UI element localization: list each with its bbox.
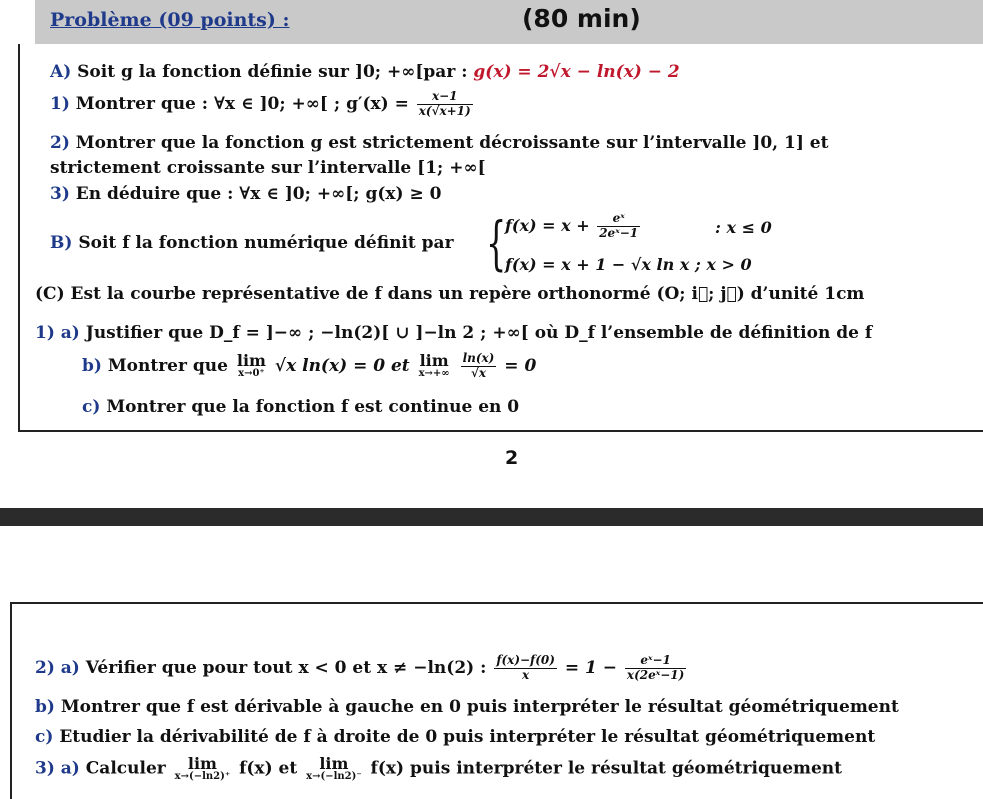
b-q2a-fraction-2 (625, 654, 686, 683)
b-q3a-end: f(x) puis interpréter le résultat géométriquement (370, 758, 843, 779)
problem-title: Problème (09 points) : (50, 9, 290, 31)
q3-number: 3) (50, 184, 70, 204)
b-q3a-limit-1 (175, 756, 231, 782)
part-b-label: B) (50, 233, 73, 253)
b-q3a-mid: f(x) et (239, 758, 298, 779)
piece-1-condition: : x ≤ 0 (715, 218, 772, 237)
part-a-intro-text: Soit g la fonction définie sur ]0; +∞[par : (77, 62, 468, 82)
piece-1-numerator: eˣ (597, 212, 640, 227)
b-q2c (35, 727, 875, 747)
b-q1b-lim2-bot: x→+∞ (418, 368, 450, 380)
b-q1c-text: Montrer que la fonction f est continue en 0 (106, 397, 520, 417)
piece-2: f(x) = x + 1 − √x ln x ; x > 0 (505, 255, 752, 274)
part-a-q2-line2: strictement croissante sur l’intervalle [1; +∞[ (50, 158, 486, 178)
g-definition: g(x) = 2√x − ln(x) − 2 (473, 62, 680, 82)
page-number: 2 (505, 447, 519, 469)
b-q2a-frac1-num: f(x)−f(0) (496, 653, 555, 667)
b-q1c (82, 397, 519, 417)
b-q1b-text: Montrer que (107, 355, 228, 376)
b-q2-number: 2) (35, 657, 55, 678)
page-separator (0, 508, 983, 526)
b-q2a-frac2-den: x(2eˣ−1) (626, 667, 685, 682)
b-q2c-label: c) (35, 727, 54, 747)
b-q1b-limit-1 (237, 353, 266, 379)
part-a-intro (50, 62, 680, 82)
b-q1-number: 1) (35, 323, 55, 343)
piece-1-denominator: 2eˣ−1 (599, 225, 639, 240)
q3-text: En déduire que : ∀x ∈ ]0; +∞[; g(x) ≥ 0 (75, 184, 442, 204)
b-q2a (35, 654, 688, 683)
part-a-q1 (50, 90, 475, 119)
part-a-q2-line1 (50, 133, 828, 153)
b-q3a-label: a) (60, 758, 80, 779)
q2-text-line1: Montrer que la fonction g est strictement décroissante sur l’intervalle ]0, 1] et (75, 133, 829, 153)
b-q1a-label: a) (60, 323, 80, 343)
b-q2a-fraction-1 (494, 654, 557, 683)
b-q1b (82, 352, 536, 381)
b-q1b-lim2-top: lim (419, 351, 449, 371)
b-q2b-label: b) (35, 697, 55, 717)
b-q3a-limit-2 (306, 756, 362, 782)
b-q3a-lim2-top: lim (319, 754, 349, 773)
q2-number: 2) (50, 133, 70, 153)
b-q1b-end: = 0 (504, 355, 537, 376)
b-q1b-label: b) (82, 355, 102, 376)
b-q1b-frac-num: ln(x) (462, 351, 495, 365)
b-q1b-lim1-bot: x→0⁺ (238, 368, 265, 380)
b-q2c-text: Etudier la dérivabilité de f à droite de 0 puis interpréter le résultat géométriquement (59, 727, 876, 747)
b-q1b-fraction (461, 352, 497, 381)
b-q1b-limit-2 (419, 353, 450, 379)
piecewise-brace: { (486, 209, 507, 277)
duration-label: (80 min) (522, 4, 641, 33)
b-q1a (35, 323, 872, 343)
b-q2b-text: Montrer que f est dérivable à gauche en 0 puis interpréter le résultat géométriquement (60, 697, 899, 717)
part-a-q3 (50, 184, 442, 204)
b-q3-number: 3) (35, 758, 55, 779)
b-q2a-frac2-num: eˣ−1 (625, 654, 686, 669)
piece-1 (505, 212, 642, 241)
b-q2a-mid: = 1 − (564, 657, 617, 678)
b-q2b (35, 697, 899, 717)
part-b-intro (50, 233, 454, 253)
q1-number: 1) (50, 93, 70, 114)
b-q3a-text: Calculer (85, 758, 166, 779)
q1-fraction (417, 90, 473, 119)
q1-text: Montrer que : ∀x ∈ ]0; +∞[ ; g′(x) = (75, 93, 409, 114)
b-q1c-label: c) (82, 397, 101, 417)
b-q3a (35, 756, 842, 782)
b-q3a-lim1-top: lim (187, 754, 217, 773)
b-q3a-lim1-bot: x→(−ln2)⁺ (174, 771, 231, 782)
piece-1-fraction (597, 212, 640, 241)
b-q2a-frac1-den: x (522, 667, 530, 682)
piece-1-lhs: f(x) = x + (505, 215, 590, 235)
b-q1b-lim1-top: lim (236, 351, 266, 371)
b-q3a-lim2-bot: x→(−ln2)⁻ (306, 771, 362, 782)
b-q1a-text: Justifier que D_f = ]−∞ ; −ln(2)[ ∪ ]−ln 2 ; +∞[ où D_f l’ensemble de définition de f (85, 323, 873, 343)
curve-description: (C) Est la courbe représentative de f dans un repère orthonormé (O; i⃗; j⃗) d’unité 1cm (35, 284, 865, 304)
b-q2a-label: a) (60, 657, 80, 678)
part-a-label: A) (50, 62, 72, 82)
b-q1b-frac-den: √x (470, 365, 486, 380)
b-q2a-text: Vérifier que pour tout x < 0 et x ≠ −ln(2) : (85, 657, 487, 678)
b-q1b-expr: √x ln(x) = 0 et (274, 355, 410, 376)
part-b-intro-text: Soit f la fonction numérique définit par (78, 233, 454, 253)
q1-frac-denominator: x(√x+1) (418, 103, 471, 118)
q1-frac-numerator: x−1 (417, 90, 473, 105)
